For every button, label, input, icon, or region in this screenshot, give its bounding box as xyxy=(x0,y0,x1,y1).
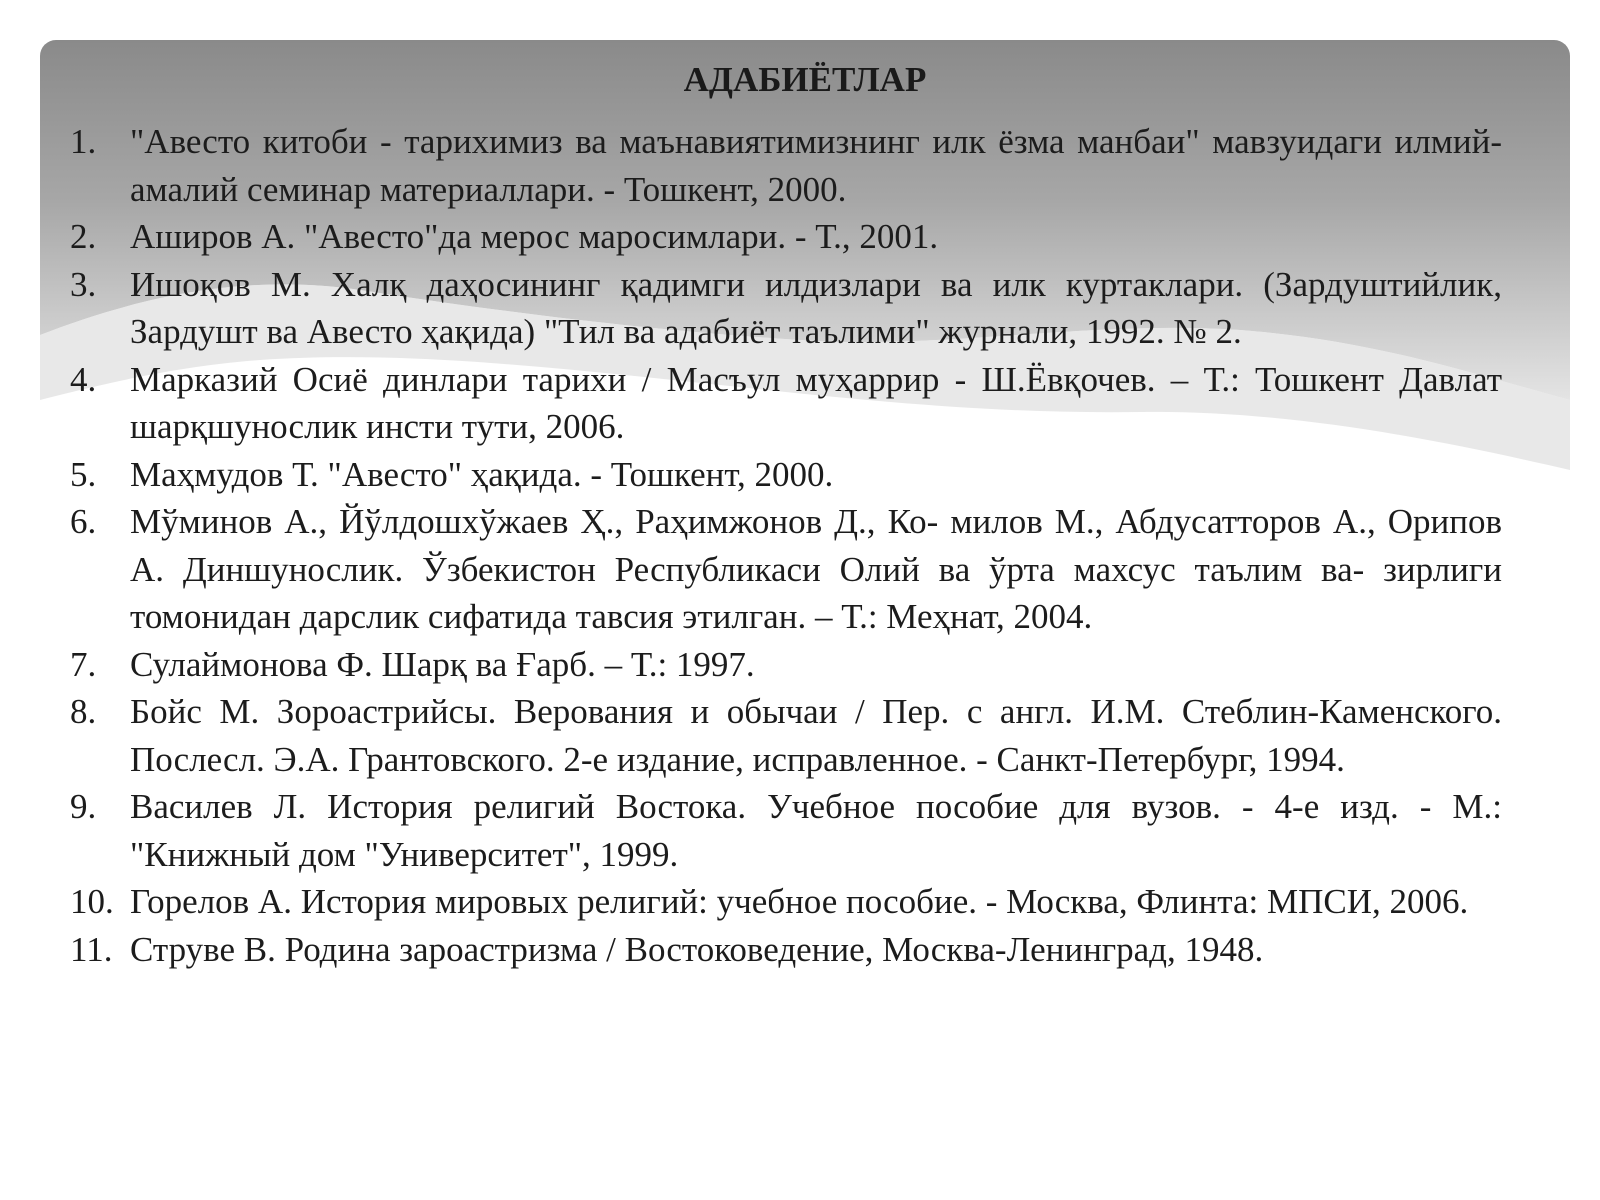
list-item xyxy=(70,926,1502,974)
item-number: 2. xyxy=(70,217,97,256)
item-text: Сулаймонова Ф. Шарқ ва Ғарб. – Т.: 1997. xyxy=(130,644,755,684)
item-text: "Авесто китоби - тарихимиз ва маънавиятимизнинг илк ёзма манбаи" мавзуидаги илмий-амалий семинар материаллари. - Тошкент, 2000. xyxy=(130,122,1502,209)
slide xyxy=(40,40,1570,1170)
content-area xyxy=(40,40,1570,1170)
item-number: 6. xyxy=(70,502,97,541)
list-item xyxy=(70,878,1502,926)
list-item xyxy=(70,451,1502,499)
reference-list xyxy=(70,118,1502,973)
list-item xyxy=(70,213,1502,261)
page-title: АДАБИЁТЛАР xyxy=(683,60,927,99)
item-number: 7. xyxy=(70,644,97,684)
item-number: 8. xyxy=(70,692,97,731)
list-item xyxy=(70,261,1502,356)
list-item xyxy=(70,498,1502,641)
item-text: Мўминов А., Йўлдошхўжаев Ҳ., Раҳимжонов Д., Ко- милов М., Абдусатторов А., Орипов А. Диншунослик. Ўзбекистон Республикаси Олий ва ўрта махсус таълим ва- зирлиги томонидан дарслик сифатида тавсия этилган. – Т.: Меҳнат, 2004. xyxy=(130,502,1502,636)
list-item xyxy=(70,641,1502,689)
list-item xyxy=(70,118,1502,213)
item-text: Бойс М. Зороастрийсы. Верования и обычаи / Пер. с англ. И.М. Стеблин-Каменского. Послесл. Э.А. Грантовского. 2-е издание, исправленное. - Санкт-Петербург, 1994. xyxy=(130,692,1502,779)
item-text: Струве В. Родина зароастризма / Востоковедение, Москва-Ленинград, 1948. xyxy=(130,929,1264,969)
item-number: 9. xyxy=(70,787,97,826)
list-item xyxy=(70,356,1502,451)
item-text: Аширов А. "Авесто"да мерос маросимлари. - Т., 2001. xyxy=(130,217,939,256)
item-text: Ишоқов М. Халқ даҳосининг қадимги илдизлари ва илк куртаклари. (Зардуштийлик, Зардушт ва Авесто ҳақида) "Тил ва адабиёт таълими" журнали, 1992. № 2. xyxy=(130,264,1502,351)
item-number: 1. xyxy=(70,122,97,161)
item-text: Маҳмудов Т. "Авесто" ҳақида. - Тошкент, 2000. xyxy=(130,454,834,494)
item-number: 3. xyxy=(70,264,97,304)
item-number: 5. xyxy=(70,454,97,494)
item-number: 10. xyxy=(70,882,114,921)
item-text: Василев Л. История религий Востока. Учебное пособие для вузов. - 4-е изд. - М.: "Книжный дом "Университет", 1999. xyxy=(130,787,1502,874)
item-text: Марказий Осиё динлари тарихи / Масъул муҳаррир - Ш.Ёвқочев. – Т.: Тошкент Давлат шарқшунослик инсти тути, 2006. xyxy=(130,359,1502,446)
item-number: 4. xyxy=(70,359,97,399)
item-number: 11. xyxy=(70,929,113,969)
item-text: Горелов А. История мировых религий: учебное пособие. - Москва, Флинта: МПСИ, 2006. xyxy=(130,882,1469,921)
list-item xyxy=(70,783,1502,878)
list-item xyxy=(70,688,1502,783)
